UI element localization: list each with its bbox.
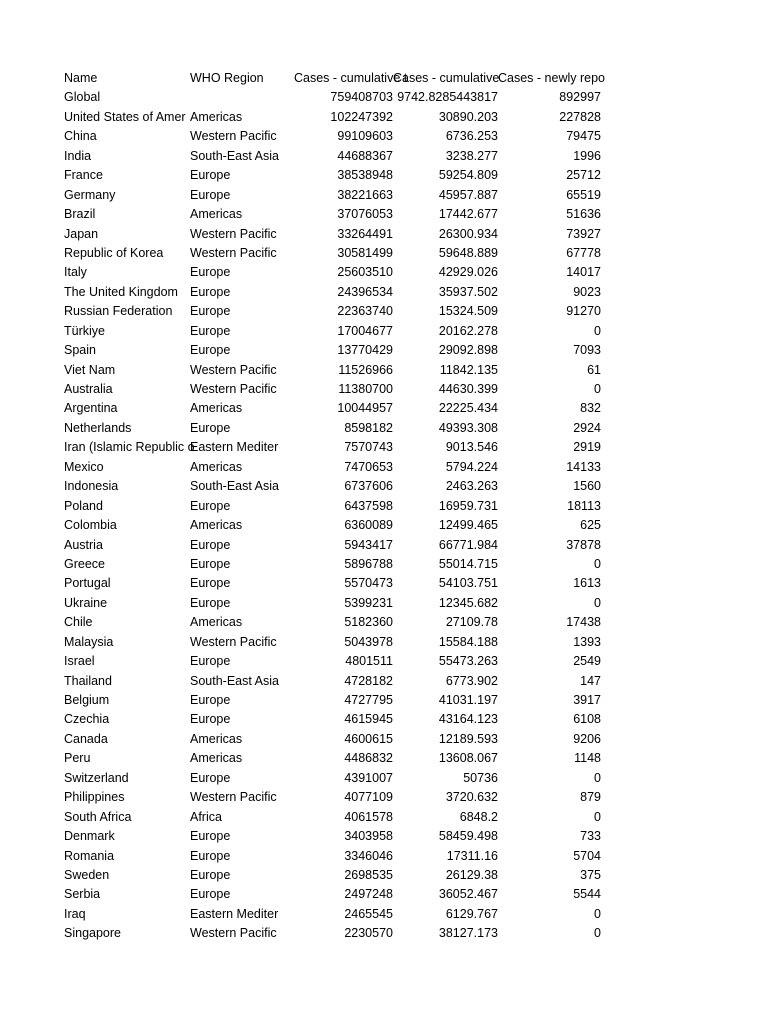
cell-who-region[interactable]: Europe (190, 187, 231, 202)
cell-who-region[interactable]: Europe (190, 265, 231, 280)
cell-cases-cumulative-total[interactable]: 6737606 (344, 479, 393, 494)
cell-who-region[interactable]: Americas (190, 207, 243, 222)
header-cases-cumulative-total[interactable]: Cases - cumulative t (294, 71, 408, 85)
cell-cases-cumulative-rate[interactable]: 12499.465 (438, 518, 498, 533)
cell-cases-newly-reported[interactable]: 1393 (573, 634, 601, 649)
cell-name[interactable]: India (64, 148, 92, 163)
cell-cases-cumulative-rate[interactable]: 15584.188 (438, 634, 498, 649)
cell-cases-newly-reported[interactable]: 1613 (573, 576, 601, 591)
cell-cases-newly-reported[interactable]: 0 (594, 926, 601, 941)
cell-cases-cumulative-total[interactable]: 44688367 (337, 148, 393, 163)
table-row (64, 88, 601, 107)
cell-cases-cumulative-total[interactable]: 4061578 (344, 809, 393, 824)
cell-cases-newly-reported[interactable]: 14017 (566, 265, 601, 280)
cell-name[interactable]: Iran (Islamic Republic o (64, 440, 195, 455)
cell-name[interactable]: Poland (64, 498, 103, 513)
cell-who-region[interactable]: Americas (190, 615, 243, 630)
table-row (64, 808, 601, 827)
cell-cases-newly-reported[interactable]: 79475 (566, 129, 601, 144)
cell-cases-cumulative-total[interactable]: 3346046 (344, 848, 393, 863)
table-row (64, 322, 601, 341)
cell-name[interactable]: Spain (64, 343, 96, 358)
cell-cases-cumulative-total[interactable]: 38221663 (337, 187, 393, 202)
cell-cases-cumulative-total[interactable]: 22363740 (337, 304, 393, 319)
cell-cases-cumulative-rate[interactable]: 29092.898 (438, 343, 498, 358)
cell-cases-newly-reported[interactable]: 5704 (573, 848, 601, 863)
cell-cases-cumulative-total[interactable]: 38538948 (337, 168, 393, 183)
cell-cases-cumulative-rate[interactable]: 17442.677 (438, 207, 498, 222)
cell-cases-newly-reported[interactable]: 61 (587, 362, 601, 377)
table-row (64, 866, 601, 885)
cell-who-region[interactable]: Europe (190, 498, 231, 513)
cell-name[interactable]: Netherlands (64, 420, 132, 435)
cell-cases-newly-reported[interactable]: 1560 (573, 479, 601, 494)
cell-cases-newly-reported[interactable]: 0 (594, 595, 601, 610)
header-who-region[interactable]: WHO Region (190, 71, 264, 85)
cell-name[interactable]: Switzerland (64, 770, 129, 785)
cell-who-region[interactable]: Western Pacific (190, 362, 277, 377)
cell-cases-newly-reported[interactable]: 6108 (573, 712, 601, 727)
cell-name[interactable]: Israel (64, 654, 95, 669)
cell-cases-cumulative-total[interactable]: 13770429 (337, 343, 393, 358)
cell-who-region[interactable]: Europe (190, 654, 231, 669)
header-cases-newly-reported[interactable]: Cases - newly repo (498, 71, 605, 85)
cell-cases-cumulative-total[interactable]: 4600615 (344, 731, 393, 746)
cell-cases-cumulative-rate[interactable]: 9013.546 (445, 440, 498, 455)
cell-cases-cumulative-rate[interactable]: 59648.889 (438, 245, 498, 260)
cell-who-region[interactable]: Europe (190, 537, 231, 552)
cell-cases-newly-reported[interactable]: 2924 (573, 420, 601, 435)
table-row (64, 108, 601, 127)
cell-cases-newly-reported[interactable]: 2919 (573, 440, 601, 455)
cell-cases-cumulative-total[interactable]: 4727795 (344, 693, 393, 707)
cell-cases-cumulative-rate[interactable]: 26300.934 (438, 226, 498, 241)
table-row (64, 594, 601, 613)
cell-name[interactable]: Ukraine (64, 595, 108, 610)
cell-cases-cumulative-total[interactable]: 2698535 (344, 867, 393, 882)
cell-cases-cumulative-rate[interactable]: 44630.399 (438, 382, 498, 396)
cell-cases-newly-reported[interactable]: 832 (580, 401, 601, 416)
cell-who-region[interactable]: Western Pacific (190, 129, 277, 144)
cell-name[interactable]: Malaysia (64, 634, 114, 649)
cell-cases-newly-reported[interactable]: 14133 (566, 459, 601, 474)
cell-who-region[interactable]: Europe (190, 693, 231, 707)
cell-who-region[interactable]: Europe (190, 576, 231, 591)
table-row (64, 186, 601, 205)
cell-who-region[interactable]: Americas (190, 518, 243, 533)
cell-name[interactable]: Canada (64, 731, 108, 746)
table-row (64, 710, 601, 729)
cell-cases-cumulative-total[interactable]: 759408703 (330, 90, 393, 105)
table-row (64, 399, 601, 418)
cell-cases-newly-reported[interactable]: 147 (580, 673, 601, 688)
cell-who-region[interactable]: Europe (190, 595, 231, 610)
cell-cases-newly-reported[interactable]: 3917 (573, 693, 601, 707)
cell-name[interactable]: Argentina (64, 401, 118, 416)
cell-cases-cumulative-rate[interactable]: 2463.263 (445, 479, 498, 494)
table-row (64, 905, 601, 924)
cell-cases-cumulative-total[interactable]: 5182360 (344, 615, 393, 630)
cell-cases-cumulative-total[interactable]: 37076053 (337, 207, 393, 222)
table-row (64, 225, 601, 244)
cell-cases-cumulative-total[interactable]: 24396534 (337, 284, 393, 299)
cell-cases-cumulative-total[interactable]: 102247392 (330, 109, 393, 124)
cell-cases-cumulative-total[interactable]: 5399231 (344, 595, 393, 610)
cell-cases-cumulative-total[interactable]: 4077109 (344, 790, 393, 805)
cell-who-region[interactable]: Americas (190, 731, 243, 746)
cell-cases-newly-reported[interactable]: 2549 (573, 654, 601, 669)
cell-name[interactable]: Russian Federation (64, 304, 173, 319)
cell-name[interactable]: Thailand (64, 673, 112, 688)
cell-cases-cumulative-rate[interactable]: 38127.173 (438, 926, 498, 941)
cell-cases-newly-reported[interactable]: 1996 (573, 148, 601, 163)
cell-cases-cumulative-total[interactable]: 4801511 (345, 654, 393, 669)
cell-who-region[interactable]: Europe (190, 168, 231, 183)
table-row (64, 536, 601, 555)
cell-cases-cumulative-rate[interactable]: 50736 (463, 770, 498, 785)
table-row (64, 166, 601, 185)
cell-cases-cumulative-total[interactable]: 4486832 (344, 751, 393, 766)
cell-name[interactable]: Türkiye (64, 323, 105, 338)
table-row (64, 613, 601, 632)
cell-cases-cumulative-rate[interactable]: 35937.502 (438, 284, 498, 299)
cell-who-region[interactable]: South-East Asia (190, 148, 279, 163)
table-row (64, 127, 601, 146)
cell-cases-cumulative-total[interactable]: 33264491 (337, 226, 393, 241)
header-row (64, 69, 605, 88)
cell-cases-cumulative-rate[interactable]: 59254.809 (438, 168, 498, 183)
cell-cases-cumulative-rate[interactable]: 41031.197 (438, 693, 498, 707)
cell-name[interactable]: Germany (64, 187, 116, 202)
cell-cases-cumulative-total[interactable]: 10044957 (337, 401, 393, 416)
cell-name[interactable]: Australia (64, 382, 113, 396)
cell-cases-newly-reported[interactable]: 25712 (566, 168, 601, 183)
table-row (64, 730, 601, 749)
table-row (64, 458, 601, 477)
cell-name[interactable]: Portugal (64, 576, 111, 591)
cell-cases-newly-reported[interactable]: 51636 (566, 207, 601, 222)
table-row (64, 633, 601, 652)
table-row (64, 477, 601, 496)
cell-cases-newly-reported[interactable]: 0 (594, 323, 601, 338)
cell-who-region[interactable]: Europe (190, 887, 231, 902)
cell-name[interactable]: Colombia (64, 518, 117, 533)
cell-cases-cumulative-total[interactable]: 11526966 (338, 362, 393, 377)
cell-name[interactable]: Republic of Korea (64, 245, 164, 260)
cell-who-region[interactable]: Americas (190, 459, 243, 474)
cell-who-region[interactable]: Europe (190, 867, 231, 882)
cell-name[interactable]: Mexico (64, 459, 104, 474)
cell-cases-cumulative-total[interactable]: 99109603 (337, 129, 393, 144)
cell-cases-newly-reported[interactable]: 7093 (573, 343, 601, 358)
cell-cases-cumulative-total[interactable]: 7570743 (344, 440, 393, 455)
cell-name[interactable]: Peru (64, 751, 91, 766)
table-row (64, 497, 601, 516)
cell-cases-newly-reported[interactable]: 1148 (574, 751, 601, 766)
table-body (64, 88, 601, 943)
cell-cases-newly-reported[interactable]: 67778 (566, 245, 601, 260)
cell-who-region[interactable]: Europe (190, 556, 231, 571)
cell-who-region[interactable]: South-East Asia (190, 479, 279, 494)
cell-name[interactable]: Greece (64, 556, 105, 571)
cell-who-region[interactable]: Europe (190, 284, 231, 299)
cell-who-region[interactable]: Western Pacific (190, 790, 277, 805)
cell-cases-cumulative-rate[interactable]: 11842.135 (439, 362, 498, 377)
cell-name[interactable]: Singapore (64, 926, 121, 941)
table-row (64, 419, 601, 438)
cell-cases-cumulative-rate[interactable]: 15324.509 (438, 304, 498, 319)
cell-cases-newly-reported[interactable]: 625 (580, 518, 601, 533)
cell-cases-newly-reported[interactable]: 375 (580, 867, 601, 882)
cell-cases-cumulative-total[interactable]: 11380700 (338, 382, 393, 396)
table-row (64, 574, 601, 593)
cell-cases-cumulative-rate[interactable]: 3720.632 (445, 790, 498, 805)
cell-who-region[interactable]: Europe (190, 848, 231, 863)
cell-who-region[interactable]: Europe (190, 829, 231, 844)
table-row (64, 341, 601, 360)
cell-cases-cumulative-rate[interactable]: 49393.308 (438, 420, 498, 435)
cell-name[interactable]: Brazil (64, 207, 96, 222)
table-row (64, 205, 601, 224)
cell-cases-cumulative-rate[interactable]: 66771.984 (438, 537, 498, 552)
cell-who-region[interactable]: Americas (190, 109, 243, 124)
cell-cases-cumulative-rate[interactable]: 42929.026 (438, 265, 498, 280)
cell-who-region[interactable]: Eastern Mediter (190, 440, 279, 455)
cell-cases-cumulative-rate[interactable]: 16959.731 (438, 498, 498, 513)
cell-cases-cumulative-total[interactable]: 6437598 (344, 498, 393, 513)
cell-cases-newly-reported[interactable]: 9206 (573, 731, 601, 746)
cell-cases-cumulative-rate[interactable]: 6773.902 (445, 673, 498, 688)
cell-who-region[interactable]: Western Pacific (190, 926, 277, 941)
cell-who-region[interactable]: Western Pacific (190, 226, 277, 241)
cell-cases-cumulative-total[interactable]: 4615945 (344, 712, 393, 727)
cell-cases-newly-reported[interactable]: 91270 (566, 304, 601, 319)
cell-name[interactable]: Japan (64, 226, 99, 241)
cell-who-region[interactable] (190, 88, 279, 107)
cell-who-region[interactable]: South-East Asia (190, 673, 279, 688)
cell-cases-cumulative-rate[interactable]: 55473.263 (438, 654, 498, 669)
cell-name[interactable]: The United Kingdom (64, 284, 178, 299)
cell-cases-cumulative-rate[interactable]: 6129.767 (445, 906, 498, 921)
cell-name[interactable]: Belgium (64, 693, 110, 707)
cell-cases-cumulative-rate[interactable]: 17311.16 (446, 848, 498, 863)
cell-name[interactable]: Serbia (64, 887, 101, 902)
cell-who-region[interactable]: Eastern Mediter (190, 906, 279, 921)
cell-name[interactable]: Iraq (64, 906, 86, 921)
cell-name[interactable]: China (64, 129, 97, 144)
cell-cases-cumulative-total[interactable]: 17004677 (337, 323, 393, 338)
table-row (64, 147, 601, 166)
cell-cases-newly-reported[interactable]: 0 (594, 906, 601, 921)
cell-name[interactable]: Global (64, 90, 101, 105)
cell-who-region[interactable]: Americas (190, 401, 243, 416)
cell-cases-cumulative-rate[interactable]: 13608.067 (438, 751, 498, 766)
cell-who-region[interactable]: Europe (190, 712, 231, 727)
cell-cases-cumulative-total[interactable]: 4728182 (344, 673, 393, 688)
header-cases-cumulative-rate[interactable]: Cases - cumulative (393, 71, 500, 85)
cell-name[interactable]: South Africa (64, 809, 132, 824)
cell-who-region[interactable]: Africa (190, 809, 222, 824)
cell-cases-newly-reported[interactable]: 73927 (566, 226, 601, 241)
cell-cases-cumulative-rate[interactable]: 9742.8285443817 (397, 90, 498, 105)
cell-cases-newly-reported[interactable]: 879 (580, 790, 601, 805)
cell-cases-cumulative-total[interactable]: 2465545 (344, 906, 393, 921)
cell-cases-newly-reported[interactable]: 9023 (573, 284, 601, 299)
cell-name[interactable]: Denmark (64, 829, 115, 844)
table-row (64, 361, 601, 380)
cell-name[interactable]: Sweden (64, 867, 110, 882)
cell-name[interactable]: Czechia (64, 712, 110, 727)
cell-cases-newly-reported[interactable]: 0 (594, 556, 601, 571)
cell-cases-cumulative-rate[interactable]: 55014.715 (438, 556, 498, 571)
cell-who-region[interactable]: Europe (190, 420, 231, 435)
cell-cases-cumulative-rate[interactable]: 30890.203 (438, 109, 498, 124)
cell-cases-newly-reported[interactable]: 733 (580, 829, 601, 844)
cell-cases-cumulative-rate[interactable]: 45957.887 (438, 187, 498, 202)
cell-name[interactable]: Philippines (64, 790, 125, 805)
table-row (64, 380, 601, 399)
table-row (64, 302, 601, 321)
cell-cases-cumulative-total[interactable]: 5043978 (344, 634, 393, 649)
cell-cases-newly-reported[interactable]: 5544 (573, 887, 601, 902)
spreadsheet-table (64, 69, 605, 944)
table-row (64, 769, 601, 788)
cell-who-region[interactable]: Western Pacific (190, 245, 277, 260)
cell-cases-cumulative-total[interactable]: 6360089 (344, 518, 393, 533)
cell-cases-cumulative-total[interactable]: 30581499 (337, 245, 393, 260)
cell-who-region[interactable]: Western Pacific (190, 634, 277, 649)
cell-cases-cumulative-total[interactable]: 5570473 (344, 576, 393, 591)
cell-name[interactable]: Viet Nam (64, 362, 116, 377)
cell-name[interactable]: France (64, 168, 103, 183)
cell-cases-cumulative-rate[interactable]: 58459.498 (438, 829, 498, 844)
cell-cases-cumulative-rate[interactable]: 3238.277 (445, 148, 498, 163)
table-row (64, 672, 601, 691)
cell-cases-newly-reported[interactable]: 0 (594, 770, 601, 785)
cell-cases-cumulative-total[interactable]: 2230570 (344, 926, 393, 941)
header-name[interactable]: Name (64, 71, 98, 85)
table-row (64, 516, 601, 535)
table-row (64, 283, 601, 302)
cell-cases-cumulative-rate[interactable]: 20162.278 (438, 323, 498, 338)
cell-cases-cumulative-rate[interactable]: 36052.467 (438, 887, 498, 902)
cell-name[interactable]: Romania (64, 848, 115, 863)
cell-cases-cumulative-rate[interactable]: 12189.593 (438, 731, 498, 746)
table-row (64, 885, 601, 904)
table-row (64, 788, 601, 807)
table-row (64, 652, 601, 671)
cell-name[interactable]: Chile (64, 615, 93, 630)
cell-cases-cumulative-rate[interactable]: 12345.682 (438, 595, 498, 610)
cell-cases-newly-reported[interactable]: 65519 (566, 187, 601, 202)
cell-cases-cumulative-rate[interactable]: 6848.2 (459, 809, 498, 824)
cell-cases-cumulative-total[interactable]: 5896788 (344, 556, 393, 571)
cell-cases-newly-reported[interactable]: 0 (594, 809, 601, 824)
cell-cases-cumulative-total[interactable]: 5943417 (344, 537, 393, 552)
table-row (64, 691, 601, 710)
table-row (64, 263, 601, 282)
cell-cases-cumulative-total[interactable]: 7470653 (344, 459, 393, 474)
cell-cases-cumulative-rate[interactable]: 26129.38 (445, 867, 498, 882)
cell-cases-newly-reported[interactable]: 17438 (566, 615, 601, 630)
table-row (64, 555, 601, 574)
cell-cases-newly-reported[interactable]: 227828 (559, 109, 601, 124)
cell-cases-cumulative-rate[interactable]: 54103.751 (438, 576, 498, 591)
cell-cases-cumulative-total[interactable]: 2497248 (344, 887, 393, 902)
table-row (64, 924, 601, 943)
cell-cases-newly-reported[interactable]: 0 (594, 382, 601, 396)
cell-cases-cumulative-total[interactable]: 4391007 (344, 770, 393, 785)
cell-cases-cumulative-rate[interactable]: 27109.78 (445, 615, 498, 630)
cell-cases-cumulative-rate[interactable]: 6736.253 (445, 129, 498, 144)
cell-cases-cumulative-rate[interactable]: 43164.123 (438, 712, 498, 727)
cell-cases-cumulative-rate[interactable]: 5794.224 (445, 459, 498, 474)
table-row (64, 847, 601, 866)
cell-name[interactable]: Italy (64, 265, 87, 280)
cell-who-region[interactable]: Americas (190, 751, 243, 766)
table-row (64, 827, 601, 846)
cell-cases-newly-reported[interactable]: 18113 (567, 498, 601, 513)
cell-cases-cumulative-total[interactable]: 8598182 (344, 420, 393, 435)
table-row (64, 244, 601, 263)
cell-cases-cumulative-rate[interactable]: 22225.434 (438, 401, 498, 416)
cell-name[interactable]: United States of Amer (64, 109, 186, 124)
table-row (64, 749, 601, 768)
cell-who-region[interactable]: Europe (190, 343, 231, 358)
cell-name[interactable]: Austria (64, 537, 103, 552)
cell-cases-cumulative-total[interactable]: 3403958 (344, 829, 393, 844)
cell-cases-newly-reported[interactable]: 37878 (566, 537, 601, 552)
cell-name[interactable]: Indonesia (64, 479, 119, 494)
cell-who-region[interactable]: Europe (190, 770, 231, 785)
cell-who-region[interactable]: Europe (190, 304, 231, 319)
table-row (64, 438, 601, 457)
cell-cases-newly-reported[interactable]: 892997 (559, 90, 601, 105)
cell-who-region[interactable]: Western Pacific (190, 382, 277, 396)
cell-who-region[interactable]: Europe (190, 323, 231, 338)
cell-cases-cumulative-total[interactable]: 25603510 (337, 265, 393, 280)
